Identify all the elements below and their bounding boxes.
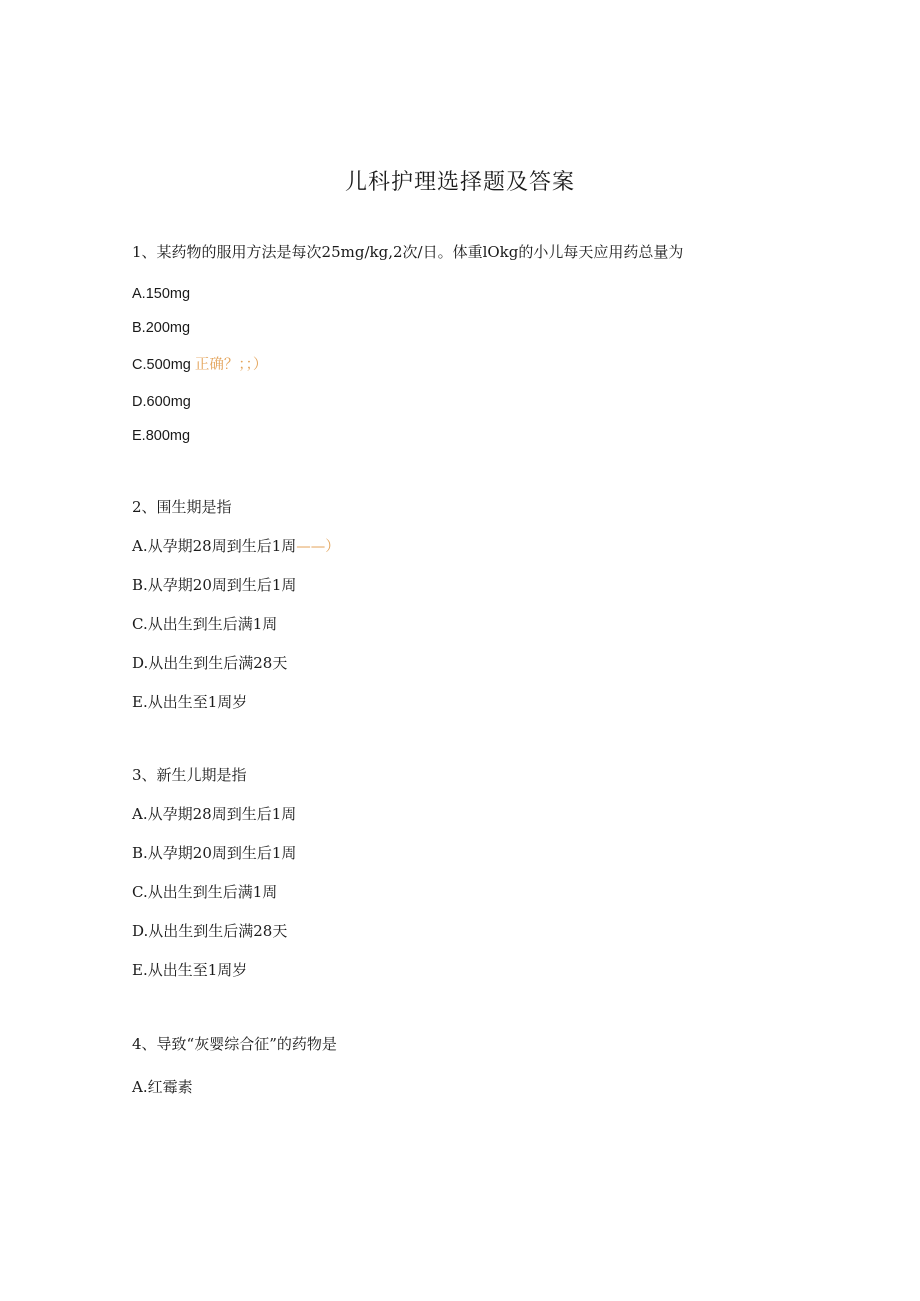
question-1-option-e: E.800mg bbox=[132, 428, 191, 444]
question-2-option-a bbox=[132, 535, 340, 558]
question-2-option-c: C.从出生到生后满1周 bbox=[132, 615, 278, 633]
question-1-option-c bbox=[132, 354, 267, 376]
question-1-option-b: B.200mg bbox=[132, 320, 191, 336]
question-1-option-a: A.150mg bbox=[132, 286, 191, 302]
question-4-stem: 4、导致“灰婴综合征”的药物是 bbox=[132, 1035, 337, 1053]
question-2-stem: 2、围生期是指 bbox=[132, 498, 232, 516]
question-3-option-d: D.从出生到生后满28天 bbox=[132, 922, 288, 940]
question-1-option-d: D.600mg bbox=[132, 394, 191, 410]
question-2-option-e: E.从出生至1周岁 bbox=[132, 693, 248, 711]
document-title: 儿科护理选择题及答案 bbox=[344, 170, 575, 195]
question-3-stem: 3、新生儿期是指 bbox=[132, 766, 247, 784]
question-3-option-a: A.从孕期28周到生后1周 bbox=[132, 805, 297, 823]
answer-mark: ——） bbox=[296, 539, 340, 555]
question-2-option-b: B.从孕期20周到生后1周 bbox=[132, 576, 297, 594]
question-3-option-e: E.从出生至1周岁 bbox=[132, 961, 248, 979]
question-1-stem: 1、某药物的服用方法是每次25mg∕kg,2次/日。体重lOkg的小儿每天应用药总量为 bbox=[132, 243, 684, 261]
option-text: C.500mg bbox=[132, 357, 191, 373]
option-text: A.从孕期28周到生后1周 bbox=[132, 537, 297, 555]
question-2-option-d: D.从出生到生后满28天 bbox=[132, 654, 288, 672]
question-3-option-c: C.从出生到生后满1周 bbox=[132, 883, 278, 901]
answer-mark: 正确？；；） bbox=[194, 357, 268, 373]
question-3-option-b: B.从孕期20周到生后1周 bbox=[132, 844, 297, 862]
question-4-option-a: A.红霉素 bbox=[132, 1078, 193, 1096]
